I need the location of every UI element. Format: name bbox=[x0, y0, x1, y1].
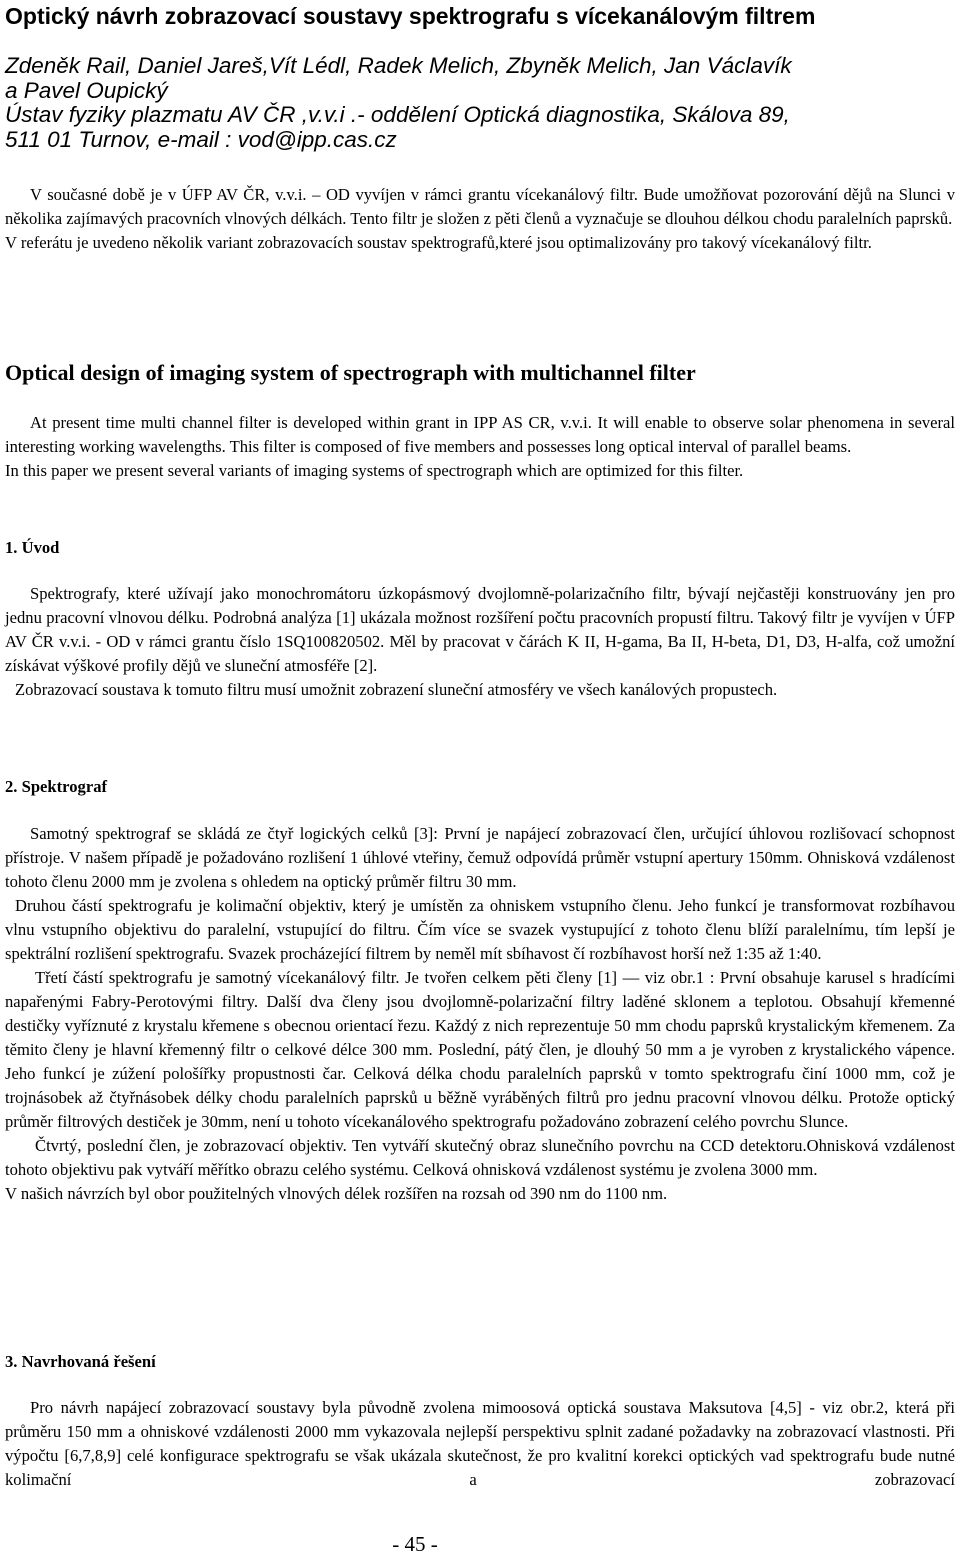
abstract-paragraph: V referátu je uvedeno několik variant zobrazovacích soustav spektrografů,které jsou optimalizovány pro takový vícekanálový filtr. bbox=[5, 233, 872, 252]
section-heading: 3. Navrhovaná řešení bbox=[5, 1352, 156, 1371]
author-line: a Pavel Oupický bbox=[5, 77, 168, 103]
abstract-paragraph: In this paper we present several variants of imaging systems of spectrograph which are optimized for this filter. bbox=[5, 461, 744, 480]
section-heading: 2. Spektrograf bbox=[5, 777, 108, 796]
author-affiliation-block bbox=[5, 54, 955, 152]
section-heading: 1. Úvod bbox=[5, 538, 60, 557]
author-line: Zdeněk Rail, Daniel Jareš,Vít Lédl, Radek Melich, Zbyněk Melich, Jan Václavík bbox=[5, 53, 792, 78]
body-paragraph: Pro návrh napájecí zobrazovací soustavy byla původně zvolena mimoosová optická soustava Maksutova [4,5] - viz obr.2, která při průměru 150 mm a ohniskové vzdálenosti 2000 mm vykazovala nejlepší perspektivu splnit zadané požadavky na zobrazovací vlastnosti. Při výpočtu [6,7,8,9] celé konfigurace spektrografu se však ukázala skutečnost, že pro kvalitní korekci optických vad spektrografu bude nutné kolimační a zobrazovací bbox=[5, 1398, 955, 1489]
abstract-paragraph: At present time multi channel filter is developed within grant in IPP AS CR, v.v.i. It will enable to observe solar phenomena in several interesting working wavelengths. This filter is composed of five members and possesses long optical interval of parallel beams. bbox=[5, 413, 955, 456]
body-paragraph: Spektrografy, které užívají jako monochromátoru úzkopásmový dvojlomně-polarizačního filtr, bývají nejčastěji konstruovány jen pro jednu pracovní vlnovou délku. Podrobná analýza [1] ukázala možnost rozšíření počtu pracovních propustí filtru. Takový filtr je vyvíjen v ÚFP AV ČR v.v.i. - OD v rámci grantu číslo 1SQ100820502. Měl by pracovat v čárách K II, H-gama, Ba II, H-beta, D1, D3, H-alfa, což umožní získávat výškové profily dějů ve sluneční atmosféře [2]. bbox=[5, 584, 955, 675]
affiliation-line: 511 01 Turnov, e-mail : vod@ipp.cas.cz bbox=[5, 126, 397, 152]
paper-title: Optický návrh zobrazovací soustavy spektrografu s vícekanálovým filtrem bbox=[5, 3, 816, 29]
abstract-czech bbox=[5, 183, 955, 255]
page-number: - 45 - bbox=[392, 1532, 438, 1556]
body-paragraph: Zobrazovací soustava k tomuto filtru musí umožnit zobrazení sluneční atmosféry ve všech kanálových propustech. bbox=[15, 680, 778, 699]
section-body bbox=[5, 822, 955, 1206]
section-body bbox=[5, 582, 955, 702]
body-paragraph: Čtvrtý, poslední člen, je zobrazovací objektiv. Ten vytváří skutečný obraz slunečního povrchu na CCD detektoru.Ohnisková vzdálenost tohoto objektivu pak vytváří měřítko obrazu celého systému. Celková ohnisková vzdálenost systému je zvolena 3000 mm. bbox=[5, 1136, 955, 1179]
affiliation-line: Ústav fyziky plazmatu AV ČR ,v.v.i .- oddělení Optická diagnostika, Skálova 89, bbox=[5, 102, 790, 127]
body-paragraph: Třetí částí spektrografu je samotný vícekanálový filtr. Je tvořen celkem pěti členy [1] — viz obr.1 : První obsahuje karusel s hradícími napařenými Fabry-Perotovými filtry. Další dva členy jsou dvojlomně-polarizační filtry laděné sklonem a teplotou. Obsahují křemenné destičky vyříznuté z krystalu křemene s obecnou orientací řezu. Každý z nich reprezentuje 50 mm chodu paprsků krystalickým křemenem. Za těmito členy je hlavní křemenný filtr o celkové délce 300 mm. Poslední, pátý člen, je dlouhý 50 mm a je vyroben z krystalického vápence. Jeho funkcí je zúžení pološířky propustnosti čar. Celková délka chodu paralelních paprsků v tomto spektrografu činí 1000 mm, což je trojnásobek až čtyřnásobek délky chodu paralelních paprsků u běžně vyráběných filtrů pro jednu pracovní vlnovou délku. Protože optický průměr filtrových destiček je 30mm, není u tohoto vícekanálového spektrografu požadováno zobrazení celého povrchu Slunce. bbox=[5, 968, 955, 1131]
body-paragraph: Samotný spektrograf se skládá ze čtyř logických celků [3]: První je napájecí zobrazovací člen, určující úhlovou rozlišovací schopnost přístroje. V našem případě je požadováno rozlišení 1 úhlové vteřiny, čemuž odpovídá průměr vstupní apertury 150mm. Ohnisková vzdálenost tohoto členu 2000 mm je zvolena s ohledem na optický průměr filtru 30 mm. bbox=[5, 824, 955, 891]
section-body bbox=[5, 1396, 955, 1492]
abstract-paragraph: V současné době je v ÚFP AV ČR, v.v.i. – OD vyvíjen v rámci grantu vícekanálový filtr. Bude umožňovat pozorování dějů na Slunci v několika zajímavých pracovních vlnových délkách. Tento filtr je složen z pěti členů a vyznačuje se dlouhou délkou chodu paralelních paprsků. bbox=[5, 185, 955, 228]
body-paragraph: V našich návrzích byl obor použitelných vlnových délek rozšířen na rozsah od 390 nm do 1100 nm. bbox=[5, 1184, 668, 1203]
english-title: Optical design of imaging system of spectrograph with multichannel filter bbox=[5, 360, 696, 385]
abstract-english bbox=[5, 411, 955, 483]
body-paragraph: Druhou částí spektrografu je kolimační objektiv, který je umístěn za ohniskem vstupního členu. Jeho funkcí je transformovat rozbíhavou vlnu vstupního objektivu do paralelní, vstupující do filtru. Čím více se svazek vystupující z tohoto členu blíží paralelnímu, tím lepší je spektrální rozlišení spektrografu. Svazek procházející filtrem by neměl mít sbíhavost čí rozbíhavost horší než 1:35 až 1:40. bbox=[5, 896, 955, 963]
